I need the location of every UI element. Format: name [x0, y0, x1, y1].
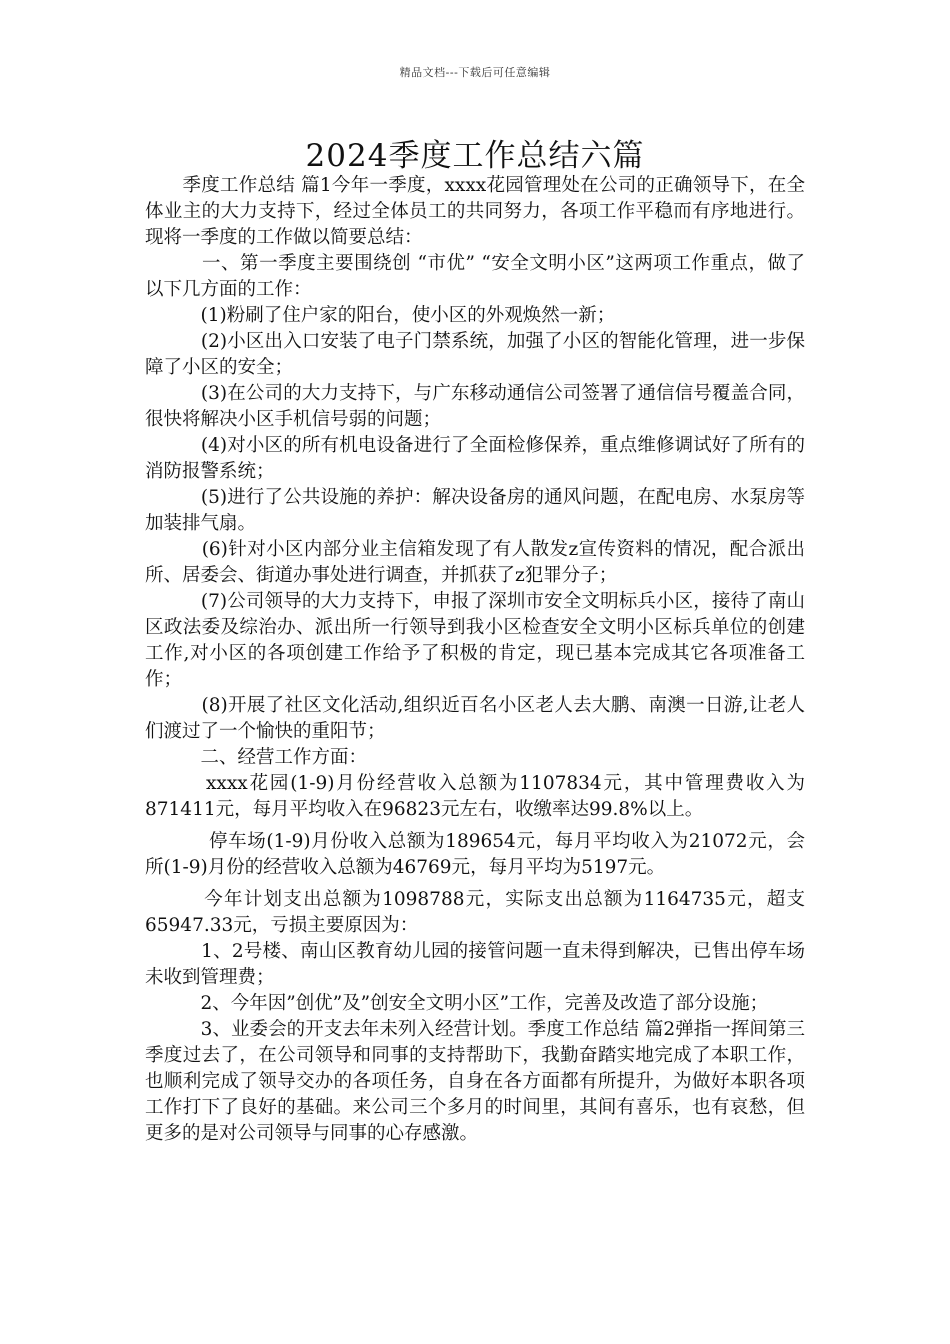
paragraph-reason-3-and-part-2: 3、业委会的开支去年未列入经营计划。季度工作总结 篇2弹指一挥间第三季度过去了，在公司领导和同事的支持帮助下，我勤奋踏实地完成了本职工作，也顺利完成了领导交办的各项任务，自身在各方面都有所提升，为做好本职各项工作打下了良好的基础。来公司三个多月的时间里，其间有喜乐，也有哀愁，但更多的是对公司领导与同事的心存感激。 [145, 1019, 805, 1144]
paragraph-section-2-heading: 二、经营工作方面： [145, 747, 368, 768]
paragraph-reason-1: 1、2号楼、南山区教育幼儿园的接管问题一直未得到解决，已售出停车场未收到管理费； [145, 941, 805, 988]
paragraph-reason-2: 2、今年因”创优”及”创安全文明小区”工作，完善及改造了部分设施； [145, 993, 769, 1014]
paragraph-item-5: (5)进行了公共设施的养护：解决设备房的通风问题，在配电房、水泵房等加装排气扇。 [145, 487, 805, 534]
paragraph-item-6: (6)针对小区内部分业主信箱发现了有人散发z宣传资料的情况，配合派出所、居委会、街道办事处进行调查，并抓获了z犯罪分子； [145, 539, 805, 586]
paragraph-expenditure: 今年计划支出总额为1098788元，实际支出总额为1164735元，超支65947.33元，亏损主要原因为： [145, 889, 805, 936]
paragraph-item-1: (1)粉刷了住户家的阳台，使小区的外观焕然一新； [145, 305, 616, 326]
paragraph-item-4: (4)对小区的所有机电设备进行了全面检修保养，重点维修调试好了所有的消防报警系统； [145, 435, 805, 482]
paragraph-item-3: (3)在公司的大力支持下，与广东移动通信公司签署了通信信号覆盖合同，很快将解决小区手机信号弱的问题； [145, 383, 805, 430]
document-body [145, 173, 805, 1147]
paragraph-section-1-heading: 一、第一季度主要围绕创 “市优” “安全文明小区”这两项工作重点，做了以下几方面的工作： [145, 253, 805, 300]
paragraph-revenue: xxxx花园(1-9)月份经营收入总额为1107834元，其中管理费收入为871411元，每月平均收入在96823元左右，收缴率达99.8%以上。 [145, 773, 805, 820]
paragraph-item-8: (8)开展了社区文化活动,组织近百名小区老人去大鹏、南澳一日游,让老人们渡过了一个愉快的重阳节； [145, 695, 805, 742]
paragraph-intro: 季度工作总结 篇1今年一季度，xxxx花园管理处在公司的正确领导下，在全体业主的大力支持下，经过全体员工的共同努力，各项工作平稳而有序地进行。现将一季度的工作做以简要总结： [145, 175, 805, 248]
paragraph-item-2: (2)小区出入口安装了电子门禁系统，加强了小区的智能化管理，进一步保障了小区的安全； [145, 331, 805, 378]
paragraph-parking: 停车场(1-9)月份收入总额为189654元，每月平均收入为21072元，会所(1-9)月份的经营收入总额为46769元，每月平均为5197元。 [145, 831, 805, 878]
page-header: 精品文档---下载后可任意编辑 [399, 66, 551, 79]
document-title: 2024季度工作总结六篇 [305, 138, 645, 174]
paragraph-item-7: (7)公司领导的大力支持下，申报了深圳市安全文明标兵小区，接待了南山区政法委及综治办、派出所一行领导到我小区检查安全文明小区标兵单位的创建工作,对小区的各项创建工作给予了积极的肯定，现已基本完成其它各项准备工作； [145, 591, 805, 690]
